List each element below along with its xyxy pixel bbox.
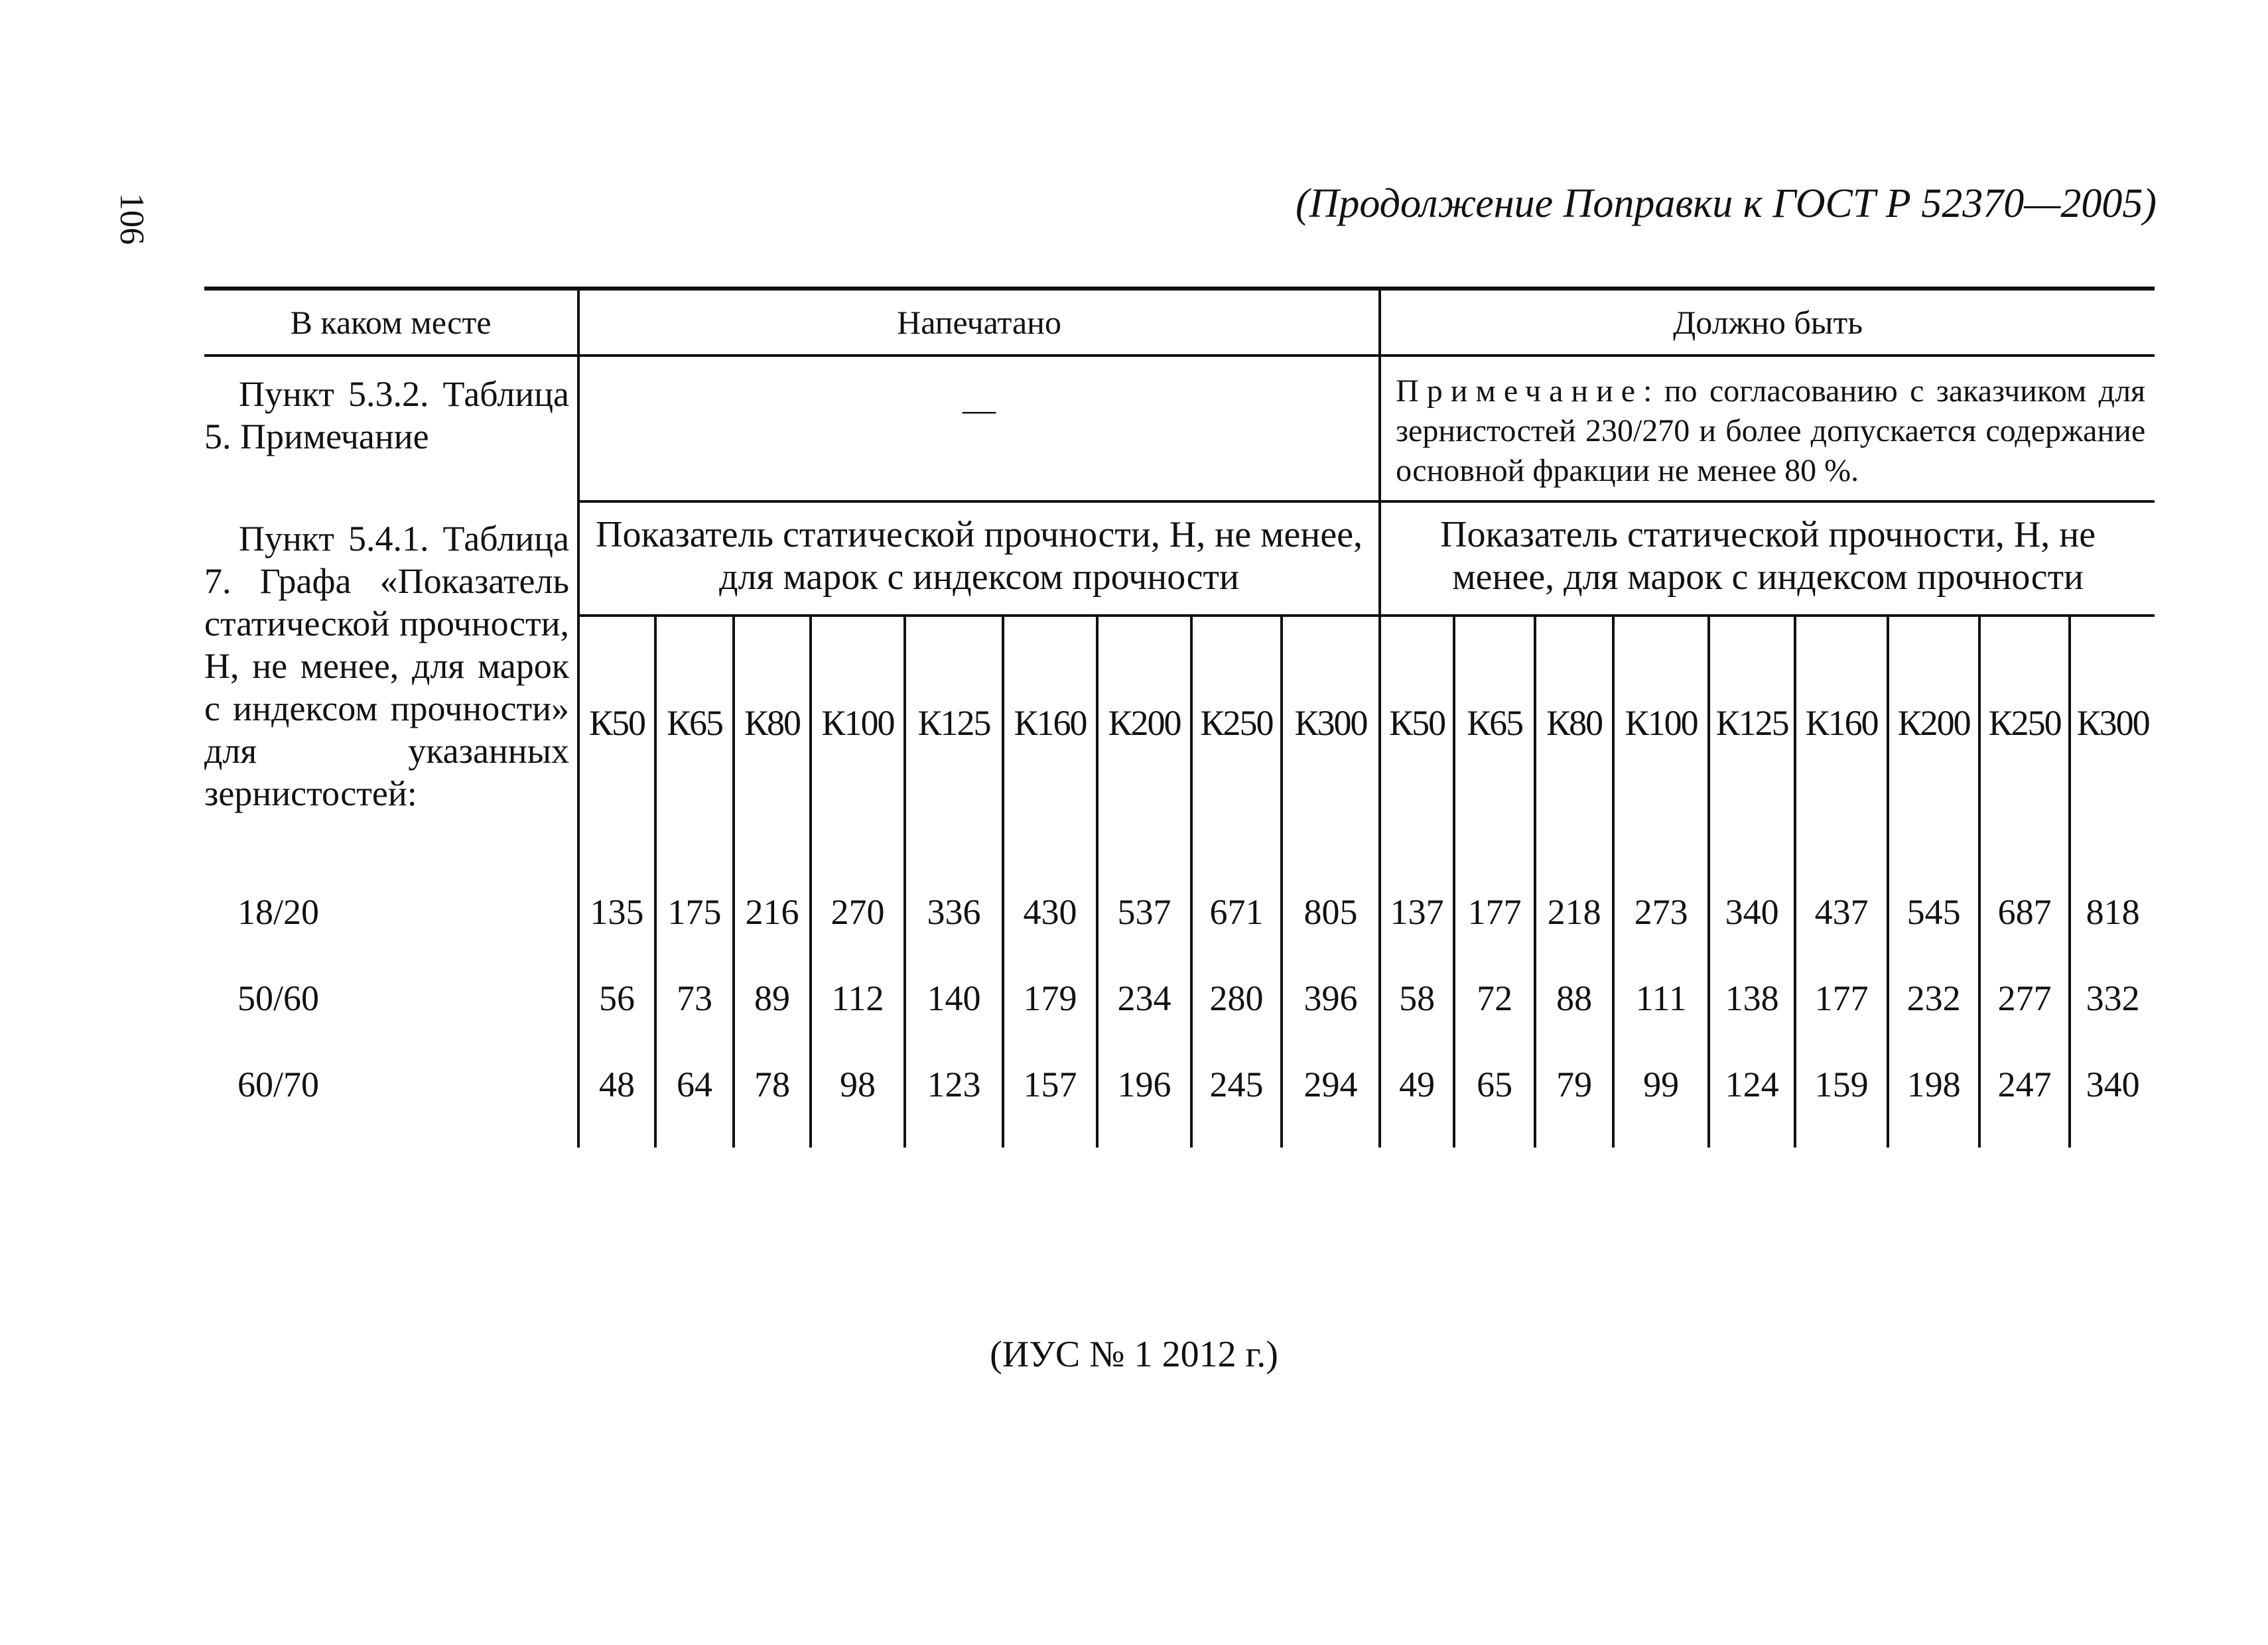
- printed-value: 671: [1191, 869, 1282, 955]
- should-value: 159: [1795, 1041, 1888, 1128]
- should-value: 88: [1535, 955, 1613, 1041]
- printed-value: 89: [734, 955, 811, 1041]
- errata-table: [204, 287, 2155, 1148]
- should-mark: К250: [1979, 616, 2070, 829]
- printed-mark: К250: [1191, 616, 1282, 829]
- printed-mark: К50: [578, 616, 655, 829]
- should-value: 218: [1535, 869, 1613, 955]
- printed-value: 78: [734, 1041, 811, 1128]
- bottom-pad-row: [204, 1128, 2155, 1148]
- should-mark: К80: [1535, 616, 1613, 829]
- grit-label: 60/70: [237, 1065, 320, 1104]
- printed-value: 537: [1097, 869, 1191, 955]
- should-mark: К65: [1454, 616, 1535, 829]
- printed-metric-header: Показатель статической прочности, Н, не менее, для марок с индексом прочности: [578, 501, 1380, 616]
- should-value: 79: [1535, 1041, 1613, 1128]
- printed-mark: К160: [1003, 616, 1097, 829]
- should-value: 99: [1613, 1041, 1709, 1128]
- printed-value: 270: [811, 869, 905, 955]
- should-value: 437: [1795, 869, 1888, 955]
- printed-mark: К200: [1097, 616, 1191, 829]
- should-value: 818: [2086, 892, 2140, 932]
- printed-mark: К125: [905, 616, 1003, 829]
- should-value: 273: [1613, 869, 1709, 955]
- should-mark: К125: [1709, 616, 1795, 829]
- footer-ius: (ИУС № 1 2012 г.): [990, 1334, 1278, 1375]
- should-value: 247: [1979, 1041, 2070, 1128]
- should-value: 138: [1709, 955, 1795, 1041]
- row-table5-note: [204, 356, 2155, 501]
- printed-value: 135: [578, 869, 655, 955]
- should-value: 58: [1380, 955, 1454, 1041]
- printed-value: 280: [1191, 955, 1282, 1041]
- printed-mark: К80: [734, 616, 811, 829]
- should-mark: К300: [2076, 703, 2149, 743]
- grit-rows: [204, 869, 2155, 1128]
- should-value: 277: [1979, 955, 2070, 1041]
- should-value: 49: [1380, 1041, 1454, 1128]
- should-mark: К200: [1888, 616, 1979, 829]
- printed-value: 216: [734, 869, 811, 955]
- should-value: 137: [1380, 869, 1454, 955]
- printed-value: 140: [905, 955, 1003, 1041]
- row1-printed: —: [578, 356, 1380, 501]
- spacer-row: [204, 829, 2155, 869]
- page-number: 106: [113, 193, 151, 245]
- grit-row: [204, 1041, 2155, 1128]
- printed-mark: К65: [655, 616, 734, 829]
- grit-row: [204, 955, 2155, 1041]
- printed-value: 430: [1003, 869, 1097, 955]
- running-head: (Продолжение Поправки к ГОСТ Р 52370—2005): [1295, 181, 2157, 226]
- row2-where: Пункт 5.4.1. Таблица 7. Графа «Показатель статической прочности, Н, не менее, для марок с индексом прочности» для указанных зернистостей:: [204, 519, 569, 813]
- should-value: 124: [1709, 1041, 1795, 1128]
- printed-value: 175: [655, 869, 734, 955]
- row-table7-header: [204, 501, 2155, 616]
- grit-row: [204, 869, 2155, 955]
- printed-value: 179: [1003, 955, 1097, 1041]
- printed-value: 336: [905, 869, 1003, 955]
- column-header-should-be: Должно быть: [1380, 289, 2155, 356]
- should-mark: К160: [1795, 616, 1888, 829]
- printed-value: 294: [1282, 1041, 1380, 1128]
- should-value: 332: [2086, 978, 2140, 1018]
- should-value: 687: [1979, 869, 2070, 955]
- printed-value: 112: [811, 955, 905, 1041]
- should-value: 545: [1888, 869, 1979, 955]
- printed-value: 245: [1191, 1041, 1282, 1128]
- should-mark: К50: [1380, 616, 1454, 829]
- should-value: 111: [1613, 955, 1709, 1041]
- should-metric-header: Показатель статической прочности, Н, не менее, для марок с индексом прочности: [1380, 501, 2155, 616]
- should-mark: К100: [1613, 616, 1709, 829]
- printed-mark: К300: [1282, 616, 1380, 829]
- column-header-printed: Напечатано: [578, 289, 1380, 356]
- note-label: Примечание: [1396, 373, 1644, 409]
- printed-value: 396: [1282, 955, 1380, 1041]
- note-text: : по согласованию с заказчиком для зернистостей 230/270 и более допускается содержание основной фракции не менее 80 %.: [1396, 373, 2146, 488]
- printed-mark: К100: [811, 616, 905, 829]
- should-value: 177: [1795, 955, 1888, 1041]
- should-value: 340: [1709, 869, 1795, 955]
- should-value: 198: [1888, 1041, 1979, 1128]
- row1-where: Пункт 5.3.2. Таблица 5. Примечание: [204, 374, 569, 456]
- column-header-where: В каком месте: [204, 289, 578, 356]
- printed-value: 64: [655, 1041, 734, 1128]
- printed-value: 48: [578, 1041, 655, 1128]
- should-value: 65: [1454, 1041, 1535, 1128]
- should-value: 177: [1454, 869, 1535, 955]
- printed-value: 98: [811, 1041, 905, 1128]
- printed-value: 73: [655, 955, 734, 1041]
- printed-value: 56: [578, 955, 655, 1041]
- printed-value: 196: [1097, 1041, 1191, 1128]
- should-value: 72: [1454, 955, 1535, 1041]
- header-row: [204, 289, 2155, 356]
- printed-value: 123: [905, 1041, 1003, 1128]
- printed-value: 234: [1097, 955, 1191, 1041]
- should-value: 232: [1888, 955, 1979, 1041]
- grit-label: 18/20: [237, 892, 320, 932]
- grit-label: 50/60: [237, 978, 320, 1018]
- should-value: 340: [2086, 1065, 2140, 1104]
- row1-should-be: [1380, 356, 2155, 501]
- printed-value: 805: [1282, 869, 1380, 955]
- printed-value: 157: [1003, 1041, 1097, 1128]
